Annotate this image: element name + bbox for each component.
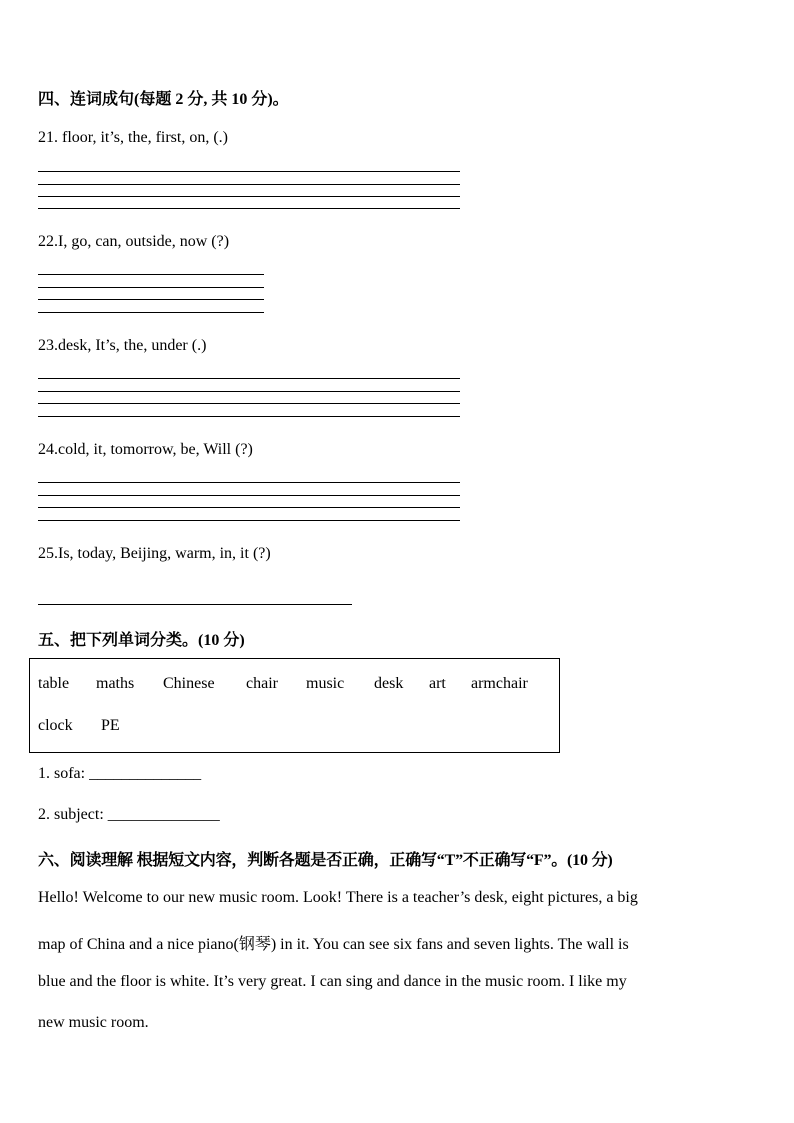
reading-line-4: new music room. [38,1014,149,1031]
category-subject[interactable]: 2. subject: ______________ [38,806,220,823]
word-clock: clock [38,717,73,734]
reading-line-1: Hello! Welcome to our new music room. Look! There is a teacher’s desk, eight pictures, a big [38,889,638,906]
word-chinese: Chinese [163,675,215,692]
word-maths: maths [96,675,135,692]
question-22: 22.I, go, can, outside, now (?) [38,233,230,250]
word-music: music [306,675,345,692]
category-sofa[interactable]: 1. sofa: ______________ [38,765,202,782]
question-23: 23.desk, It’s, the, under (.) [38,337,207,354]
reading-line-3: blue and the floor is white. It’s very great. I can sing and dance in the music room. I like my [38,973,627,990]
word-pe: PE [101,717,120,734]
question-24: 24.cold, it, tomorrow, be, Will (?) [38,441,253,458]
word-table: table [38,675,70,692]
word-art: art [429,675,446,692]
word-desk: desk [374,675,404,692]
section-6-title: 六、阅读理解 根据短文内容，判断各题是否正确，正确写“T”不正确写“F”。(10 分) [38,852,613,869]
section-5-title: 五、把下列单词分类。(10 分) [38,632,245,649]
word-chair: chair [246,675,278,692]
section-4-title: 四、连词成句(每题 2 分, 共 10 分)。 [38,91,289,108]
question-21: 21. floor, it’s, the, first, on, (.) [38,129,228,146]
question-25: 25.Is, today, Beijing, warm, in, it (?) [38,545,271,562]
reading-line-2: map of China and a nice piano(钢琴) in it. You can see six fans and seven lights. The wall is [38,936,629,953]
word-armchair: armchair [471,675,528,692]
word-bank-box [29,658,560,753]
